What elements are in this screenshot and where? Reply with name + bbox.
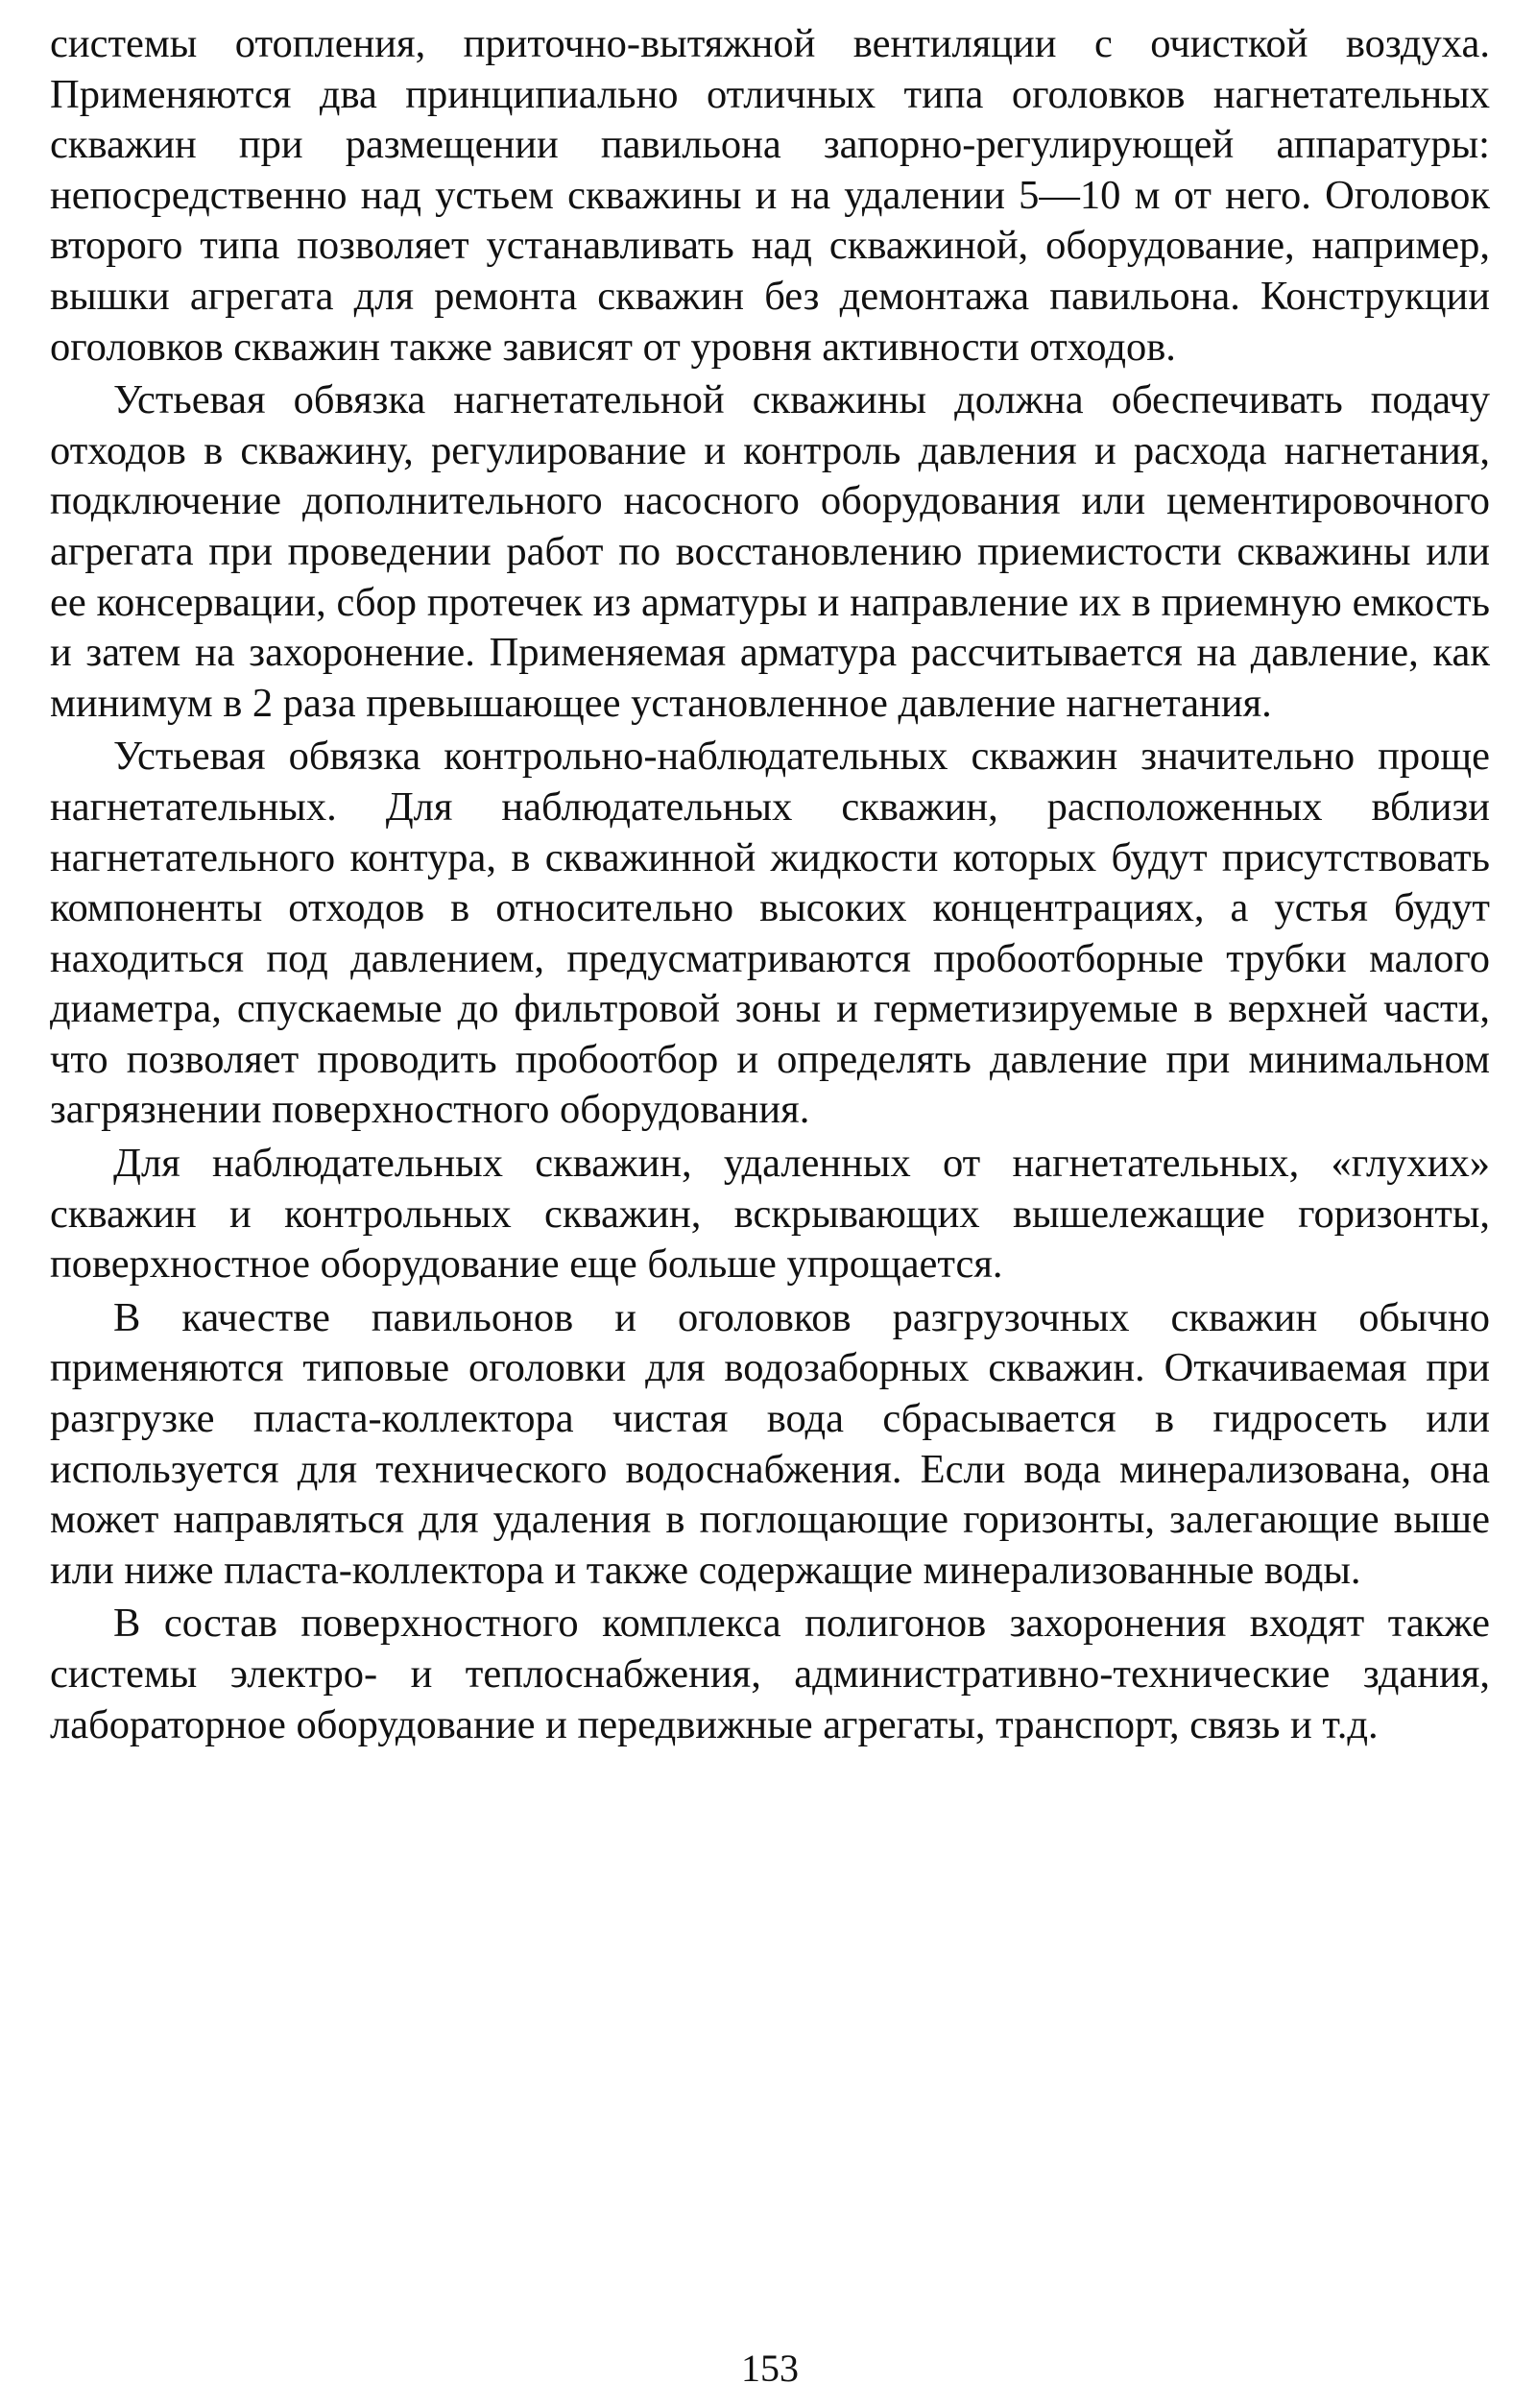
page-number: 153 [741, 2347, 799, 2390]
paragraph-discharge-wells: В качестве павильонов и оголовков разгрузочных скважин обычно применяются типовые оголовки для водозаборных скважин. Откачиваемая при разгрузке пласта-коллектора чистая вода сбрасывается в гидросеть или используется для технического водоснабжения. Если вода минерализована, она может направляться для удаления в поглощающие горизонты, залегающие выше или ниже пласта-коллектора и также содержащие минерализованные воды. [50, 1294, 1490, 1593]
book-page [50, 19, 1490, 2391]
body-text [50, 19, 1490, 1750]
paragraph-surface-complex: В состав поверхностного комплекса полигонов захоронения входят также системы электро- и теплоснабжения, административно-технические здания, лабораторное оборудование и передвижные агрегаты, транспорт, связь и т.д. [50, 1601, 1490, 1747]
paragraph-wellhead-injection: Устьевая обвязка нагнетательной скважины должна обеспечивать подачу отходов в скважину, регулирование и контроль давления и расхода нагнетания, подключение дополнительного насосного оборудования или цементировочного агрегата при проведении работ по восстановлению приемистости скважины или ее консервации, сбор протечек из арматуры и направление их в приемную емкость и затем на захоронение. Применяемая арматура рассчитывается на давление, как минимум в 2 раза превышающее установленное давление нагнетания. [50, 377, 1490, 726]
paragraph-observation-wells: Для наблюдательных скважин, удаленных от нагнетательных, «глухих» скважин и контрольных скважин, вскрывающих вышележащие горизонты, поверхностное оборудование еще больше упрощается. [50, 1141, 1490, 1288]
paragraph-wellhead-monitoring: Устьевая обвязка контрольно-наблюдательных скважин значительно проще нагнетательных. Для наблюдательных скважин, расположенных вблизи нагнетательного контура, в скважинной жидкости которых будут присутствовать компоненты отходов в относительно высоких концентрациях, а устья будут находиться под давлением, предусматриваются пробоотборные трубки малого диаметра, спускаемые до фильтровой зоны и герметизируемые в верхней части, что позволяет проводить пробоотбор и определять давление при минимальном загрязнении поверхностного оборудования. [50, 734, 1490, 1133]
paragraph-continuation: системы отопления, приточно-вытяжной вентиляции с очисткой воздуха. Применяются два принципиально отличных типа оголовков нагнетательных скважин при размещении павильона запорно-регулирующей аппаратуры: непосредственно над устьем скважины и на удалении 5—10 м от него. Оголовок второго типа позволяет устанавливать над скважиной, оборудование, например, вышки агрегата для ремонта скважин без демонтажа павильона. Конструкции оголовков скважин также зависят от уровня активности отходов. [50, 21, 1490, 370]
